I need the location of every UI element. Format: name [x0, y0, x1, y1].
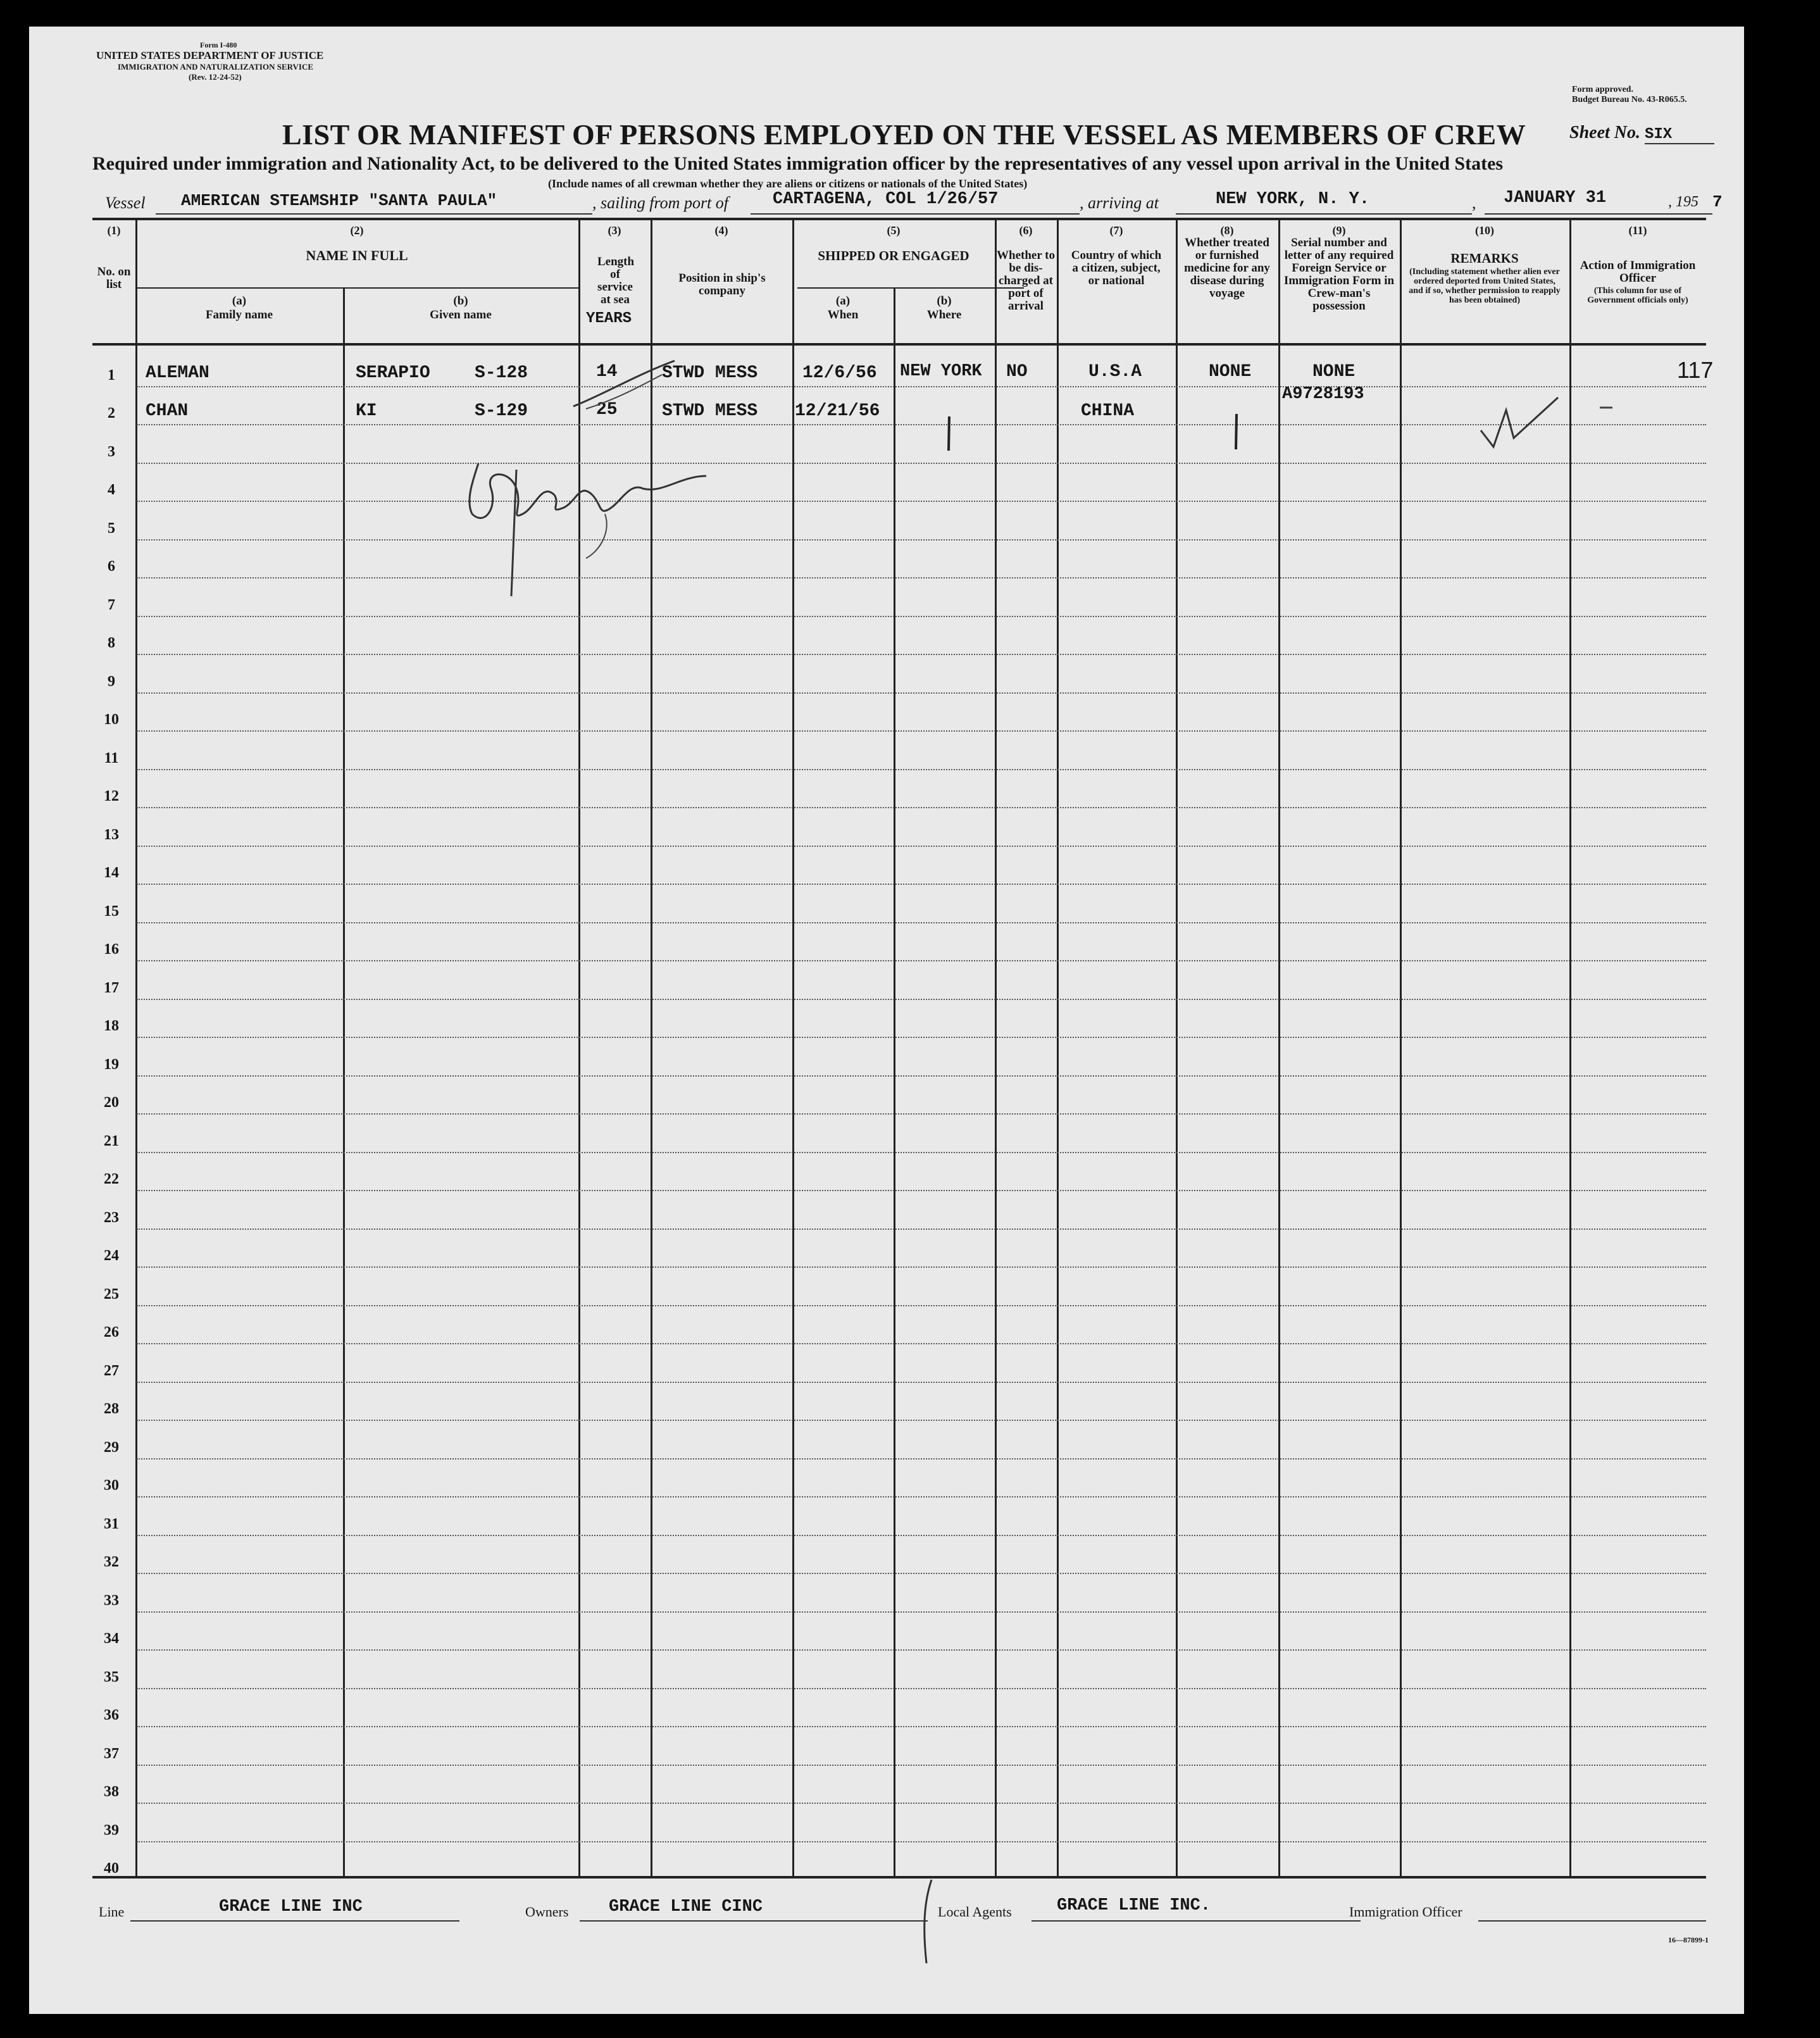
row-number-7: 7: [108, 597, 115, 613]
row-number-9: 9: [108, 673, 115, 690]
form-number: Form I-480: [200, 41, 237, 49]
row-number-32: 32: [104, 1554, 119, 1570]
header-when: When: [827, 308, 859, 322]
row-number-23: 23: [104, 1210, 119, 1226]
sheet-value: SIX: [1645, 126, 1714, 144]
row-number-13: 13: [104, 827, 119, 843]
col-number-10: (10): [1475, 224, 1494, 237]
arriving-label: , arriving at: [1080, 194, 1159, 212]
header-given-name: Given name: [430, 308, 492, 322]
table-bottom-border: [92, 1876, 1706, 1879]
year-suffix: 7: [1712, 192, 1723, 211]
col-number-4: (4): [714, 224, 728, 237]
department-name: UNITED STATES DEPARTMENT OF JUSTICE: [96, 49, 324, 61]
budget-bureau-number: Budget Bureau No. 43-R065.5.: [1572, 95, 1687, 104]
service-name: IMMIGRATION AND NATURALIZATION SERVICE: [118, 62, 314, 72]
serial-cell: A9728193: [1282, 385, 1364, 404]
immigration-officer-label: Immigration Officer: [1349, 1904, 1462, 1920]
header-remarks: REMARKS: [1450, 251, 1519, 266]
country-cell: CHINA: [1081, 401, 1135, 421]
header-length-of-service: Length of service at sea: [597, 255, 635, 306]
where-cell: NEW YORK: [900, 362, 982, 381]
header-shipped-engaged: SHIPPED OR ENGAGED: [818, 248, 969, 263]
officer-signature: [453, 444, 719, 609]
row-number-12: 12: [104, 788, 119, 804]
row-number-22: 22: [104, 1171, 119, 1187]
header-no-on-list: No. on list: [97, 265, 131, 291]
sheet-number: [1569, 123, 1714, 144]
col-number-2: (2): [350, 224, 364, 237]
family-name-cell: CHAN: [146, 401, 189, 421]
port-label: , sailing from port of: [592, 194, 729, 212]
header-country: Country of which a citizen, subject, or national: [1071, 249, 1162, 287]
action-dash: [1599, 405, 1614, 410]
check-mark-remarks: [1476, 394, 1571, 457]
handwritten-slash-years: [567, 356, 681, 413]
footer-pen-mark: [918, 1877, 937, 1966]
header-remarks-note: (Including statement whether alien ever ordered deported from United States, and if so, whether permission to reapply has been obtained): [1409, 267, 1561, 305]
header-family-letter: (a): [232, 294, 247, 308]
row-number-25: 25: [104, 1286, 119, 1303]
header-where: Where: [926, 308, 962, 322]
header-treated: Whether treated or furnished medicine for any disease during voyage: [1184, 236, 1270, 300]
owners-label: Owners: [525, 1904, 569, 1920]
years-cell: 14: [596, 362, 618, 382]
local-agents-label: Local Agents: [938, 1904, 1012, 1920]
row-number-19: 19: [104, 1056, 119, 1073]
header-discharged: Whether to be dis-charged at port of arrival: [997, 249, 1055, 313]
row-number-1: 1: [108, 367, 115, 384]
header-action-note: (This column for use of Government officials only): [1587, 286, 1688, 305]
col-number-9: (9): [1332, 224, 1346, 237]
header-when-letter: (a): [835, 294, 851, 308]
row-number-36: 36: [104, 1707, 119, 1723]
header-years: YEARS: [586, 310, 632, 327]
row-number-34: 34: [104, 1630, 119, 1647]
row-number-35: 35: [104, 1669, 119, 1685]
form-revision: (Rev. 12-24-52): [189, 72, 242, 82]
row-number-15: 15: [104, 903, 119, 920]
row-number-26: 26: [104, 1324, 119, 1341]
country-cell: U.S.A: [1088, 362, 1142, 382]
col-number-11: (11): [1628, 224, 1647, 237]
given-name-cell: KI: [356, 401, 377, 421]
year-prefix: , 195: [1668, 194, 1698, 210]
ditto-mark-treated: [1230, 413, 1243, 451]
row-number-20: 20: [104, 1094, 119, 1111]
col-number-8: (8): [1220, 224, 1234, 237]
row-number-27: 27: [104, 1363, 119, 1379]
line-label: Line: [99, 1904, 125, 1920]
row-number-37: 37: [104, 1746, 119, 1762]
row-number-24: 24: [104, 1247, 119, 1264]
years-cell: 25: [596, 400, 618, 420]
row-number-4: 4: [108, 482, 115, 498]
row-number-14: 14: [104, 865, 119, 881]
row-number-39: 39: [104, 1822, 119, 1839]
discharged-cell: NO: [1006, 362, 1028, 382]
arrival-port: NEW YORK, N. Y.: [1216, 190, 1370, 209]
row-number-11: 11: [104, 750, 119, 766]
row-number-17: 17: [104, 980, 119, 996]
row-number-30: 30: [104, 1477, 119, 1494]
treated-cell: NONE: [1209, 362, 1252, 382]
row-number-31: 31: [104, 1516, 119, 1532]
sheet-label: Sheet No.: [1569, 123, 1640, 142]
line-value: GRACE LINE INC: [219, 1897, 363, 1916]
position-cell: STWD MESS: [662, 363, 758, 383]
row-number-33: 33: [104, 1592, 119, 1609]
given-name-cell: SERAPIO: [356, 363, 430, 383]
approval-text: Form approved.: [1572, 85, 1633, 94]
header-action: Action of Immigration Officer: [1580, 259, 1696, 285]
header-name-in-full: NAME IN FULL: [306, 247, 408, 263]
header-given-letter: (b): [453, 294, 468, 308]
table-top-border: [92, 218, 1706, 220]
col-number-5: (5): [887, 224, 901, 237]
row-number-2: 2: [108, 405, 115, 422]
header-bottom-border: [92, 343, 1706, 346]
action-cell: 117: [1677, 357, 1714, 383]
local-agents-value: GRACE LINE INC.: [1057, 1896, 1211, 1915]
departure-port: CARTAGENA, COL 1/26/57: [773, 190, 999, 209]
printer-code: 16—87899-1: [1668, 1935, 1709, 1944]
crew-id-cell: S-128: [475, 363, 528, 383]
col-number-3: (3): [608, 224, 621, 237]
header-serial-number: Serial number and letter of any required Foreign Service or Immigration Form in Crew-man's possession: [1283, 236, 1395, 313]
row-number-10: 10: [104, 711, 119, 728]
arrival-date: JANUARY 31: [1504, 189, 1607, 208]
row-number-40: 40: [104, 1860, 119, 1877]
crew-id-cell: S-129: [475, 401, 528, 421]
crew-note: (Include names of all crewman whether they are aliens or citizens or nationals of the United States): [548, 177, 1028, 190]
col-number-6: (6): [1019, 224, 1033, 237]
row-number-29: 29: [104, 1439, 119, 1456]
form-subtitle: Required under immigration and Nationality Act, to be delivered to the United States immigration officer by the representatives of any vessel upon arrival in the United States: [92, 153, 1504, 174]
ditto-mark-where: [943, 415, 956, 453]
row-number-6: 6: [108, 558, 115, 575]
row-number-38: 38: [104, 1784, 119, 1800]
col-number-7: (7): [1109, 224, 1123, 237]
position-cell: STWD MESS: [662, 401, 758, 421]
vessel-label: Vessel: [105, 194, 146, 212]
row-number-21: 21: [104, 1133, 119, 1149]
serial-cell: NONE: [1312, 362, 1356, 382]
header-where-letter: (b): [937, 294, 952, 308]
vessel-name: AMERICAN STEAMSHIP "SANTA PAULA": [181, 191, 497, 210]
when-cell: 12/6/56: [802, 363, 877, 383]
row-number-18: 18: [104, 1018, 119, 1034]
form-title: LIST OR MANIFEST OF PERSONS EMPLOYED ON THE VESSEL AS MEMBERS OF CREW: [282, 118, 1526, 151]
col-number-1: (1): [107, 224, 121, 237]
row-number-28: 28: [104, 1401, 119, 1417]
row-number-8: 8: [108, 635, 115, 651]
header-family-name: Family name: [205, 308, 273, 322]
owners-value: GRACE LINE CINC: [609, 1897, 763, 1916]
row-number-16: 16: [104, 941, 119, 958]
manifest-sheet: Form I-480 UNITED STATES DEPARTMENT OF JUSTICE IMMIGRATION AND NATURALIZATION SERVICE (Rev. 12-24-52) Form approved. Budget Bureau No. 43-R065.5. LIST OR MANIFEST OF PERSONS EMPLOYED ON THE VESSEL AS MEMBERS OF CREW Sheet No. SIX Required under immigration and Nationality Act, to be delivered to the United States immigration officer by the representatives of any vessel upon arrival in the United States (Include names of all crewman whether they are aliens or citizens or nationals of the United States) Vessel AMERICAN STEAMSHIP "SANTA PAULA" , sailing from port of CARTAGENA, COL 1/26/57 , arriving at NEW YORK, N. Y. , JANUARY 31 , 195 7 (1) (2) (3) (4) (5) (6) (7) (8) (9) (10) (11) No. on list NAME IN FULL (a) Family name (b) Given name Length of service at sea YEARS Position in ship's company SHIPPED OR ENGAGED (a) When (b) Where Whether to be dis-charged at port of arrival Country of which a citizen, subject, or national Whether treated or furnished medicine for any disease during voyage Serial number and letter of any required Foreign Service or Immigration Form in Crew-man's possession REMARKS (Including statement whether alien ever ordered deported from United States, and if so, whether permission to reapply has been obtained) Action of Immigration Officer (This column for use of Government officials only) 1 2 3 4 5 6 7 8 9 10 11 12 13 14 15 16 17 18 19 20 21 22 23 24 25 26 27 28 29 30 31 32 33 34 35 36 37 38 39 40 ALEMAN SERAPIO S-128 14 STWD MESS 12/6/56 NEW YORK NO U.S.A NONE NONE 117 CHAN KI S-129 25 STWD MESS 12/21/56 CHINA A9728193 Line GRACE LINE INC Owners GRACE LINE CINC Local Agents GRACE LINE INC. Immigration Officer 16—87899-1: [29, 27, 1744, 2014]
row-number-3: 3: [108, 444, 115, 460]
header-position: Position in ship's company: [678, 272, 766, 297]
when-cell: 12/21/56: [795, 401, 880, 421]
row-number-5: 5: [108, 520, 115, 537]
family-name-cell: ALEMAN: [146, 363, 209, 383]
